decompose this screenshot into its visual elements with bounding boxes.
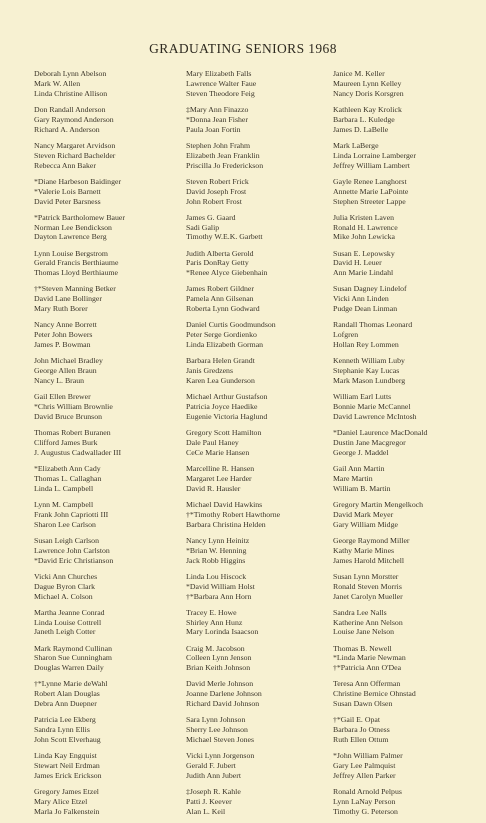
graduate-name: Ronald Steven Morris [333, 581, 402, 591]
graduate-name: Linda L. Campbell [34, 483, 94, 493]
graduate-name: Timothy W.E.K. Garbett [186, 232, 263, 242]
graduate-name: Lynn M. Campbell [34, 499, 94, 509]
graduate-name: George J. Maddel [333, 447, 389, 457]
graduate-name: Gregory Martin Mengelkoch [333, 499, 424, 509]
graduate-name: Mary Elizabeth Falls [186, 69, 252, 78]
graduate-name: Michael Steven Jones [186, 735, 254, 745]
name-group [333, 715, 479, 745]
graduate-name: James Erick Erickson [34, 771, 102, 781]
graduate-name: Roberta Lynn Godward [186, 304, 260, 314]
graduate-name: Priscilla Jo Frederickson [186, 160, 264, 170]
graduate-name: Alan L. Keil [186, 806, 226, 816]
graduate-name: Ruth Ellen Ottum [333, 735, 389, 745]
graduate-name: Lawrence Walter Faue [186, 78, 257, 88]
name-group [34, 751, 180, 781]
name-group [186, 644, 332, 674]
graduate-name: Randall Thomas Leonard [333, 320, 413, 330]
graduate-name: †*Timothy Robert Hawthorne [186, 509, 281, 519]
graduate-name: Sharon Lee Carlson [34, 519, 96, 529]
graduate-name: Nancy L. Braun [34, 376, 85, 386]
name-group [186, 177, 332, 207]
name-group [186, 608, 332, 638]
graduate-name: David Merle Johnson [186, 679, 254, 689]
name-group [34, 249, 180, 279]
graduate-name: Sharon Sue Cunningham [34, 653, 112, 663]
name-group [333, 392, 479, 422]
graduate-name: Michael Arthur Gustafson [186, 392, 268, 402]
graduate-name: Barbara Christina Helden [186, 519, 266, 529]
graduate-name: Peter Serge Gordienko [186, 330, 257, 340]
graduate-name: Michael David Hawkins [186, 499, 263, 509]
graduate-name: Susan E. Lepowsky [333, 248, 395, 258]
graduate-name: †*Patricia Ann O'Dea [333, 663, 402, 673]
name-group [333, 213, 479, 243]
graduate-name: William B. Martin [333, 483, 391, 493]
graduate-name: ‡Joseph R. Kahle [186, 787, 241, 797]
name-group [333, 320, 479, 350]
graduate-name: Dayton Lawrence Berg [34, 232, 107, 242]
graduate-name: George Raymond Miller [333, 535, 410, 545]
graduate-name: William Earl Lutts [333, 392, 392, 402]
graduate-name: *Renee Alyce Giebenhain [186, 268, 268, 278]
graduate-name: David R. Hausler [186, 483, 241, 493]
graduate-name: Stewart Neil Erdman [34, 761, 100, 771]
graduate-name: Sandra Lynn Ellis [34, 725, 90, 735]
graduate-name: Martha Jeanne Conrad [34, 607, 105, 617]
graduate-name: Clifford James Burk [34, 437, 98, 447]
name-group [186, 679, 332, 709]
graduate-name: David Joseph Frost [186, 186, 247, 196]
name-group [333, 644, 479, 674]
graduate-name: *Diane Harbeson Baidinger [34, 176, 122, 186]
names-column-1 [34, 69, 180, 823]
graduate-name: Janice M. Keller [333, 69, 385, 78]
graduate-name: Debra Ann Duepner [34, 699, 97, 709]
graduate-name: *Daniel Laurence MacDonald [333, 428, 428, 438]
graduate-name: Thomas B. Newell [333, 643, 392, 653]
graduate-name: Timothy G. Peterson [333, 806, 398, 816]
graduate-name: David Peter Barsness [34, 196, 101, 206]
name-group [186, 320, 332, 350]
graduate-name: George Allen Braun [34, 366, 97, 376]
graduate-name: Janeth Leigh Cotter [34, 627, 96, 637]
graduate-name: Bonnie Marie McCannel [333, 402, 411, 412]
graduate-name: Susan Dagney Lindelof [333, 284, 407, 294]
graduate-name: *Donna Jean Fisher [186, 114, 248, 124]
graduate-name: *Brian W. Henning [186, 545, 247, 555]
graduate-name: *Elizabeth Ann Cady [34, 463, 101, 473]
graduate-name: Sadi Galip [186, 222, 220, 232]
graduate-name: Katherine Ann Nelson [333, 617, 403, 627]
graduate-name: Peter John Bowers [34, 330, 93, 340]
graduate-name: Richard A. Anderson [34, 124, 100, 134]
name-group [34, 608, 180, 638]
graduate-name: Eugenie Victoria Haglund [186, 411, 268, 421]
graduate-name: Maureen Lynn Kelley [333, 78, 402, 88]
graduate-name: Tracey E. Howe [186, 607, 237, 617]
graduate-name: Annette Marie LaPointe [333, 186, 409, 196]
names-column-2 [186, 69, 332, 823]
graduate-name: Hollan Rey Lommen [333, 340, 399, 350]
graduate-name: Karen Lea Gunderson [186, 376, 255, 386]
graduate-name: Barbara Helen Grandt [186, 356, 255, 366]
graduate-name: Mary Alice Etzel [34, 797, 88, 807]
name-group [333, 679, 479, 709]
graduate-name: David Lane Bollinger [34, 294, 102, 304]
name-group [333, 284, 479, 314]
graduate-name: Lofgren [333, 330, 359, 340]
name-group [34, 213, 180, 243]
graduate-name: Thomas Robert Buranen [34, 428, 111, 438]
graduate-name: Mare Martin [333, 473, 373, 483]
graduate-name: James Robert Gildner [186, 284, 254, 294]
graduate-name: Brian Keith Johnson [186, 663, 251, 673]
graduate-name: Stephen Streeter Lappe [333, 196, 406, 206]
name-group [186, 428, 332, 458]
graduate-name: Gary William Midge [333, 519, 398, 529]
name-group [333, 751, 479, 781]
name-group [186, 500, 332, 530]
graduate-name: J. Augustus Cadwallader III [34, 447, 122, 457]
graduate-name: Gerald Francis Berthiaume [34, 258, 119, 268]
graduate-name: David Mark Meyer [333, 509, 394, 519]
graduate-name: Dague Byron Clark [34, 581, 96, 591]
name-group [333, 572, 479, 602]
graduate-name: Vicki Ann Linden [333, 294, 389, 304]
graduate-name: Marcelline R. Hansen [186, 463, 255, 473]
name-group [34, 715, 180, 745]
name-group [333, 464, 479, 494]
graduate-name: Margaret Lee Harder [186, 473, 252, 483]
graduate-name: Shirley Ann Hunz [186, 617, 243, 627]
graduate-name: Teresa Ann Offerman [333, 679, 401, 689]
graduate-name: Kathleen Kay Krolick [333, 104, 402, 114]
graduate-name: Linda Elizabeth Gorman [186, 340, 264, 350]
graduate-name: Steven Richard Bachelder [34, 150, 116, 160]
graduate-name: Nancy Doris Korsgren [333, 88, 404, 98]
name-group [34, 464, 180, 494]
graduate-name: Norman Lee Bendickson [34, 222, 112, 232]
graduate-name: Patricia Joyce Haedike [186, 402, 258, 412]
name-group [333, 177, 479, 207]
graduate-name: Daniel Curtis Goodmundson [186, 320, 276, 330]
names-column-3 [333, 69, 479, 823]
graduate-name: Ann Marie Lindahl [333, 268, 394, 278]
graduate-name: Gayle Renee Langhorst [333, 176, 407, 186]
graduate-name: Frank John Capriotti III [34, 509, 109, 519]
name-group [34, 787, 180, 817]
graduate-name: Jack Robb Higgins [186, 555, 246, 565]
graduate-name: Pamela Ann Gilsenan [186, 294, 254, 304]
name-group [186, 536, 332, 566]
graduate-name: ‡Mary Ann Finazzo [186, 104, 249, 114]
graduate-name: Linda Lorraine Lamberger [333, 150, 416, 160]
graduate-name: John Scott Elverhaug [34, 735, 101, 745]
name-group [333, 428, 479, 458]
graduate-name: Joanne Darlene Johnson [186, 689, 262, 699]
graduate-name: Christine Bernice Ohnstad [333, 689, 416, 699]
graduate-name: Linda Kay Engquist [34, 751, 97, 761]
name-group [186, 356, 332, 386]
graduate-name: †*Steven Manning Betker [34, 284, 116, 294]
graduate-name: Nancy Lynn Heinitz [186, 535, 250, 545]
graduate-name: John Michael Bradley [34, 356, 103, 366]
graduate-name: Sherry Lee Johnson [186, 725, 248, 735]
name-group [186, 105, 332, 135]
graduate-name: James G. Gaard [186, 212, 236, 222]
name-group [34, 320, 180, 350]
graduate-name: Vicki Lynn Jorgenson [186, 751, 255, 761]
graduate-name: Mark LaBerge [333, 140, 379, 150]
graduate-name: *Valerie Lois Barnett [34, 186, 101, 196]
name-group [186, 249, 332, 279]
graduate-name: Lynn Louise Bergstrom [34, 248, 108, 258]
graduate-name: Kathy Marie Mines [333, 545, 395, 555]
graduate-name: Kenneth William Luby [333, 356, 405, 366]
name-group [34, 428, 180, 458]
graduate-name: David H. Leuer [333, 258, 382, 268]
name-group [333, 608, 479, 638]
name-group [333, 69, 479, 99]
graduate-name: Rebecca Ann Baker [34, 160, 96, 170]
name-group [186, 69, 332, 99]
graduate-name: Susan Dawn Olsen [333, 699, 393, 709]
graduate-name: Dale Paul Haney [186, 437, 239, 447]
graduate-name: Julia Kristen Laven [333, 212, 395, 222]
graduate-name: Paris DonRay Getty [186, 258, 249, 268]
name-group [186, 284, 332, 314]
graduate-name: John Robert Frost [186, 196, 242, 206]
name-group [333, 141, 479, 171]
name-group [333, 249, 479, 279]
graduate-name: Gary Raymond Anderson [34, 114, 114, 124]
graduate-name: Deborah Lynn Abelson [34, 69, 107, 78]
graduate-name: Gail Ann Martin [333, 463, 385, 473]
graduate-name: Mark Mason Lundberg [333, 376, 406, 386]
graduate-name: Patti J. Keever [186, 797, 232, 807]
graduate-name: Mary Lorinda Isaacson [186, 627, 259, 637]
graduate-name: Judith Ann Jubert [186, 771, 242, 781]
graduate-name: Susan Lynn Morstter [333, 571, 399, 581]
graduate-name: Jeffrey Allen Parker [333, 771, 396, 781]
name-group [34, 392, 180, 422]
graduate-name: †*Gail E. Opat [333, 715, 380, 725]
name-group [34, 177, 180, 207]
graduate-name: Jeffrey William Lambert [333, 160, 410, 170]
name-group [186, 392, 332, 422]
graduate-name: Stephanie Kay Lucas [333, 366, 400, 376]
name-group [34, 679, 180, 709]
name-group [34, 572, 180, 602]
graduate-name: Steven Robert Frick [186, 176, 249, 186]
name-group [333, 500, 479, 530]
graduate-name: Paula Joan Fortin [186, 124, 241, 134]
graduate-name: Mark Raymond Cullinan [34, 643, 112, 653]
graduate-name: Don Randall Anderson [34, 104, 106, 114]
graduate-name: Judith Alberta Gerold [186, 248, 254, 258]
graduate-name: †*Barbara Ann Horn [186, 591, 252, 601]
name-group [34, 141, 180, 171]
name-group [186, 141, 332, 171]
graduate-name: Thomas Lloyd Berthiaume [34, 268, 119, 278]
name-group [186, 787, 332, 817]
name-group [186, 751, 332, 781]
graduate-name: Mark W. Allen [34, 78, 81, 88]
graduate-name: Sara Lynn Johnson [186, 715, 246, 725]
graduate-name: Gerald F. Jubert [186, 761, 236, 771]
graduate-name: Nancy Anne Borrett [34, 320, 97, 330]
name-group [34, 69, 180, 99]
graduate-name: James D. LaBelle [333, 124, 389, 134]
graduate-name: Elizabeth Jean Franklin [186, 150, 260, 160]
graduate-name: CeCe Marie Hansen [186, 447, 250, 457]
graduate-name: Craig M. Jacobson [186, 643, 245, 653]
graduate-name: *Patrick Bartholomew Bauer [34, 212, 125, 222]
graduate-name: Barbara Jo Otness [333, 725, 390, 735]
graduate-name: David Lawrence McIntosh [333, 411, 417, 421]
graduate-name: *David Eric Christianson [34, 555, 114, 565]
graduate-name: Janet Carolyn Mueller [333, 591, 403, 601]
name-group [34, 105, 180, 135]
graduate-name: Ronald H. Lawrence [333, 222, 398, 232]
name-group [186, 715, 332, 745]
graduate-name: †*Lynne Marie deWahl [34, 679, 108, 689]
graduate-name: *Chris William Brownlie [34, 402, 113, 412]
graduate-name: Gary Lee Palmquist [333, 761, 396, 771]
graduate-name: Nancy Margaret Arvidson [34, 140, 116, 150]
graduate-name: Colleen Lynn Jenson [186, 653, 252, 663]
graduate-name: Ronald Arnold Pelpus [333, 787, 402, 797]
name-group [34, 536, 180, 566]
graduate-name: Sandra Lee Nalls [333, 607, 387, 617]
graduate-name: Robert Alan Douglas [34, 689, 100, 699]
graduate-name: James P. Bowman [34, 340, 91, 350]
graduate-name: Steven Theodore Feig [186, 88, 255, 98]
graduate-name: Mary Ruth Borer [34, 304, 88, 314]
graduate-name: Barbara L. Kuledge [333, 114, 395, 124]
name-group [333, 536, 479, 566]
graduate-name: Lawrence John Carlston [34, 545, 110, 555]
graduate-name: Janis Gredzens [186, 366, 233, 376]
graduate-name: Mike John Lewicka [333, 232, 395, 242]
graduate-name: Richard David Johnson [186, 699, 260, 709]
graduate-name: James Harold Mitchell [333, 555, 405, 565]
name-group [34, 644, 180, 674]
graduate-name: Linda Christine Allison [34, 88, 108, 98]
name-group [333, 356, 479, 386]
graduate-name: Marla Jo Falkenstein [34, 806, 100, 816]
name-group [333, 787, 479, 817]
name-group [34, 284, 180, 314]
graduate-name: Michael A. Colson [34, 591, 93, 601]
graduate-name: Pudge Dean Linman [333, 304, 398, 314]
graduate-name: Gregory Scott Hamilton [186, 428, 262, 438]
graduate-name: Patricia Lee Ekberg [34, 715, 96, 725]
graduate-name: Douglas Warren Daily [34, 663, 104, 673]
graduate-name: *David William Holst [186, 581, 255, 591]
graduate-name: Louise Jane Nelson [333, 627, 395, 637]
name-group [186, 572, 332, 602]
graduate-name: Linda Louise Cottrell [34, 617, 102, 627]
graduate-name: Stephen John Frahm [186, 140, 251, 150]
page-title: GRADUATING SENIORS 1968 [149, 41, 337, 56]
graduate-name: Gregory James Etzel [34, 787, 99, 797]
graduate-name: Lynn LaNay Person [333, 797, 396, 807]
graduate-name: *John William Palmer [333, 751, 403, 761]
name-group [34, 356, 180, 386]
name-group [333, 105, 479, 135]
graduate-name: Linda Lou Hiscock [186, 571, 247, 581]
graduate-name: Gail Ellen Brewer [34, 392, 91, 402]
name-group [186, 464, 332, 494]
graduate-name: Dustin Jane Macgregor [333, 437, 406, 447]
graduate-name: Vicki Ann Churches [34, 571, 98, 581]
name-group [34, 500, 180, 530]
graduate-name: *Linda Marie Newman [333, 653, 406, 663]
graduate-name: Susan Leigh Carlson [34, 535, 99, 545]
graduate-name: David Bruce Brunson [34, 411, 102, 421]
name-group [186, 213, 332, 243]
graduate-name: Thomas L. Callaghan [34, 473, 102, 483]
